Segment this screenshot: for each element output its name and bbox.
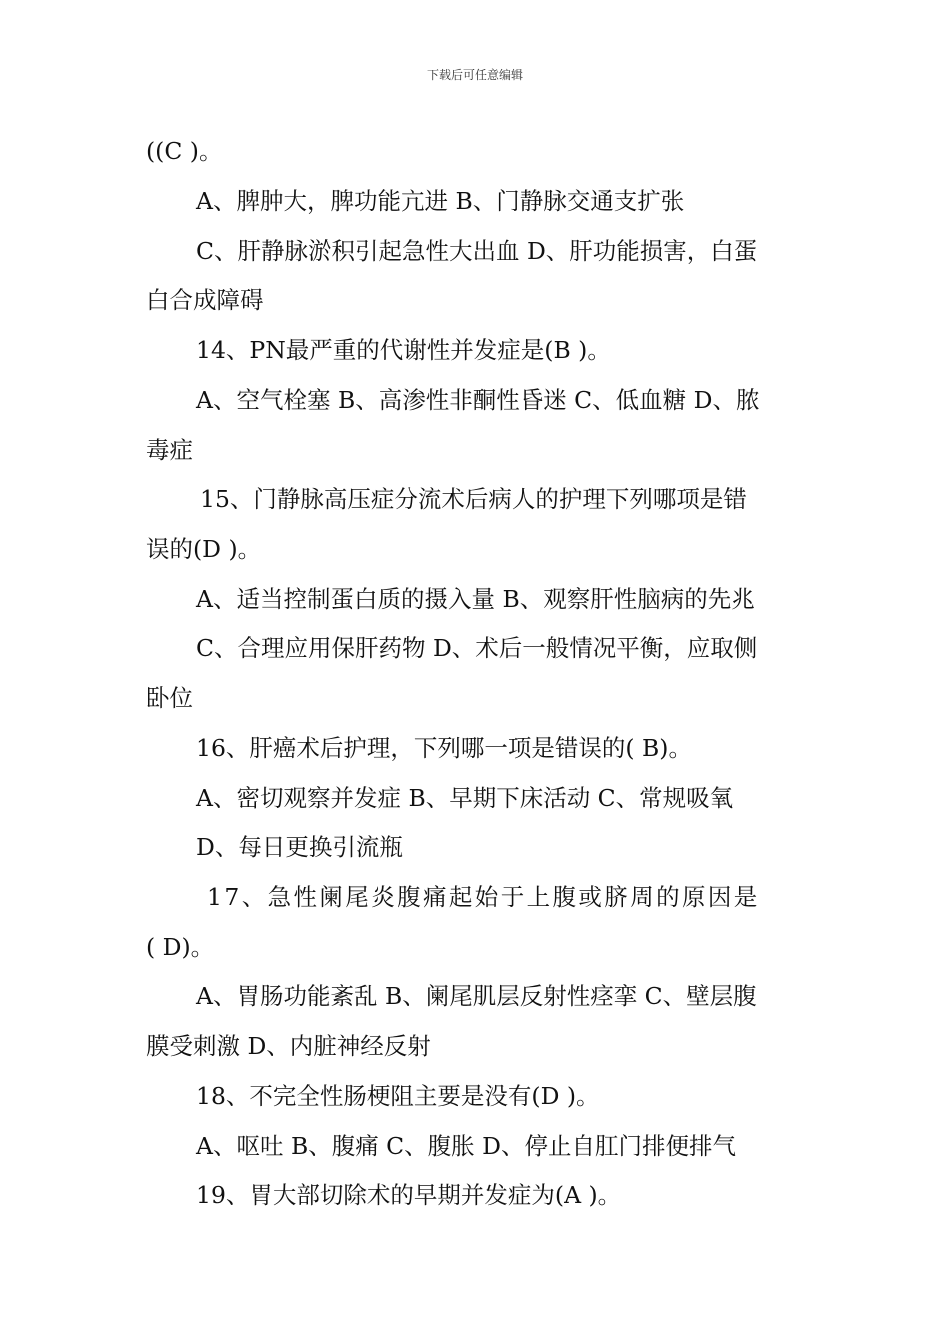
question-line: 15、门静脉高压症分流术后病人的护理下列哪项是错 (200, 485, 747, 513)
text-line: ((C )。 (146, 137, 223, 165)
question-line: 18、不完全性肠梗阻主要是没有(D )。 (196, 1082, 600, 1110)
text-line: A、脾肿大，脾功能亢进 B、门静脉交通支扩张 (196, 187, 685, 215)
text-line: 卧位 (146, 684, 193, 712)
question-line: 16、肝癌术后护理，下列哪一项是错误的( B)。 (196, 734, 692, 762)
text-line: ( D)。 (146, 933, 215, 961)
text-line: 膜受刺激 D、内脏神经反射 (146, 1032, 431, 1060)
question-line: 19、胃大部切除术的早期并发症为(A )。 (196, 1181, 622, 1209)
text-line: A、胃肠功能紊乱 B、阑尾肌层反射性痉挛 C、壁层腹 (196, 982, 757, 1010)
text-line: D、每日更换引流瓶 (196, 833, 403, 861)
text-line: 误的(D )。 (146, 535, 262, 563)
question-line: 17、急性阑尾炎腹痛起始于上腹或脐周的原因是 (207, 883, 760, 911)
text-line: A、空气栓塞 B、高渗性非酮性昏迷 C、低血糖 D、脓 (196, 386, 760, 414)
text-line: C、合理应用保肝药物 D、术后一般情况平衡，应取侧 (196, 634, 758, 662)
page-header: 下载后可任意编辑 (426, 68, 523, 82)
text-line: 毒症 (146, 436, 193, 464)
text-line: A、密切观察并发症 B、早期下床活动 C、常规吸氧 (196, 784, 734, 812)
text-line: A、呕吐 B、腹痛 C、腹胀 D、停止自肛门排便排气 (196, 1132, 736, 1160)
text-line: C、肝静脉淤积引起急性大出血 D、肝功能损害，白蛋 (196, 237, 758, 265)
text-line: 白合成障碍 (146, 286, 264, 314)
question-line: 14、PN最严重的代谢性并发症是(B )。 (196, 336, 611, 364)
text-line: A、适当控制蛋白质的摄入量 B、观察肝性脑病的先兆 (196, 585, 755, 613)
